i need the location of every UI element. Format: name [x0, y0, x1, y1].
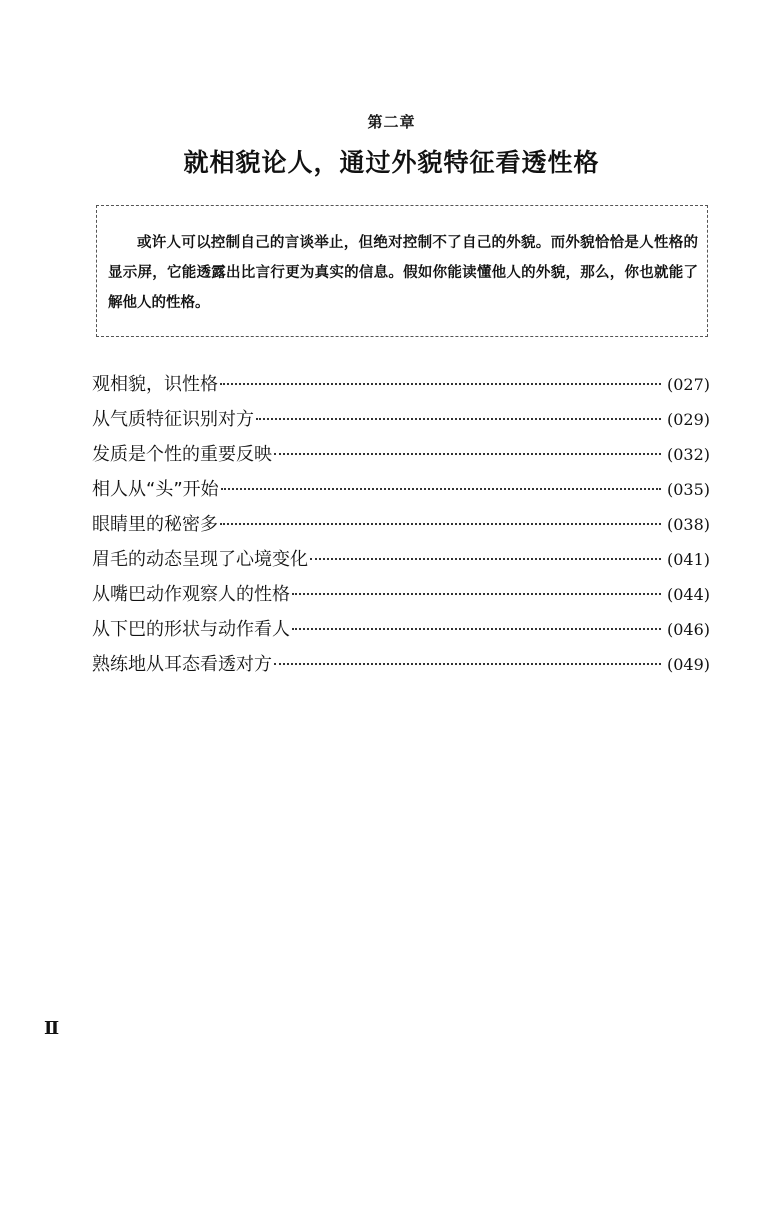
- toc-leader-dots: [256, 418, 661, 420]
- toc-entry-page: (044): [666, 585, 710, 604]
- toc-entry-title: 从气质特征识别对方: [92, 409, 254, 430]
- toc-entry-title: 发质是个性的重要反映: [92, 444, 272, 465]
- toc-entry[interactable]: [92, 367, 710, 402]
- page-folio: Ⅱ: [44, 1018, 60, 1039]
- toc-leader-dots: [310, 558, 661, 560]
- toc-entry-page: (027): [666, 375, 710, 394]
- toc-entry-title: 相人从“头”开始: [92, 479, 219, 500]
- toc-entry[interactable]: [92, 402, 710, 437]
- toc-leader-dots: [221, 488, 661, 490]
- toc-entry-title: 眉毛的动态呈现了心境变化: [92, 549, 308, 570]
- toc-entry-page: (041): [666, 550, 710, 569]
- toc-entry[interactable]: [92, 647, 710, 682]
- toc-leader-dots: [274, 453, 661, 455]
- toc-leader-dots: [220, 523, 661, 525]
- chapter-title: 就相貌论人，通过外貌特征看透性格: [183, 148, 600, 177]
- toc-entry-page: (046): [666, 620, 710, 639]
- table-of-contents: [92, 367, 710, 682]
- toc-entry[interactable]: [92, 472, 710, 507]
- toc-leader-dots: [292, 628, 661, 630]
- toc-entry-title: 从下巴的形状与动作看人: [92, 619, 290, 640]
- toc-entry-page: (049): [666, 655, 710, 674]
- toc-leader-dots: [292, 593, 661, 595]
- toc-entry-title: 观相貌，识性格: [92, 374, 218, 395]
- toc-entry-title: 熟练地从耳态看透对方: [92, 654, 272, 675]
- toc-entry-page: (029): [666, 410, 710, 429]
- toc-entry[interactable]: [92, 577, 710, 612]
- toc-leader-dots: [220, 383, 661, 385]
- toc-entry-page: (035): [666, 480, 710, 499]
- toc-entry[interactable]: [92, 437, 710, 472]
- toc-entry-page: (032): [666, 445, 710, 464]
- toc-entry[interactable]: [92, 612, 710, 647]
- toc-leader-dots: [274, 663, 661, 665]
- toc-entry-title: 从嘴巴动作观察人的性格: [92, 584, 290, 605]
- toc-entry[interactable]: [92, 507, 710, 542]
- toc-entry-page: (038): [666, 515, 710, 534]
- toc-entry-title: 眼睛里的秘密多: [92, 514, 218, 535]
- chapter-label: 第二章: [367, 113, 416, 131]
- intro-text: 或许人可以控制自己的言谈举止，但绝对控制不了自己的外貌。而外貌恰恰是人性格的显示屏，它能透露出比言行更为真实的信息。假如你能读懂他人的外貌，那么，你也就能了解他人的性格。: [108, 234, 698, 311]
- toc-entry[interactable]: [92, 542, 710, 577]
- intro-box: [96, 205, 708, 337]
